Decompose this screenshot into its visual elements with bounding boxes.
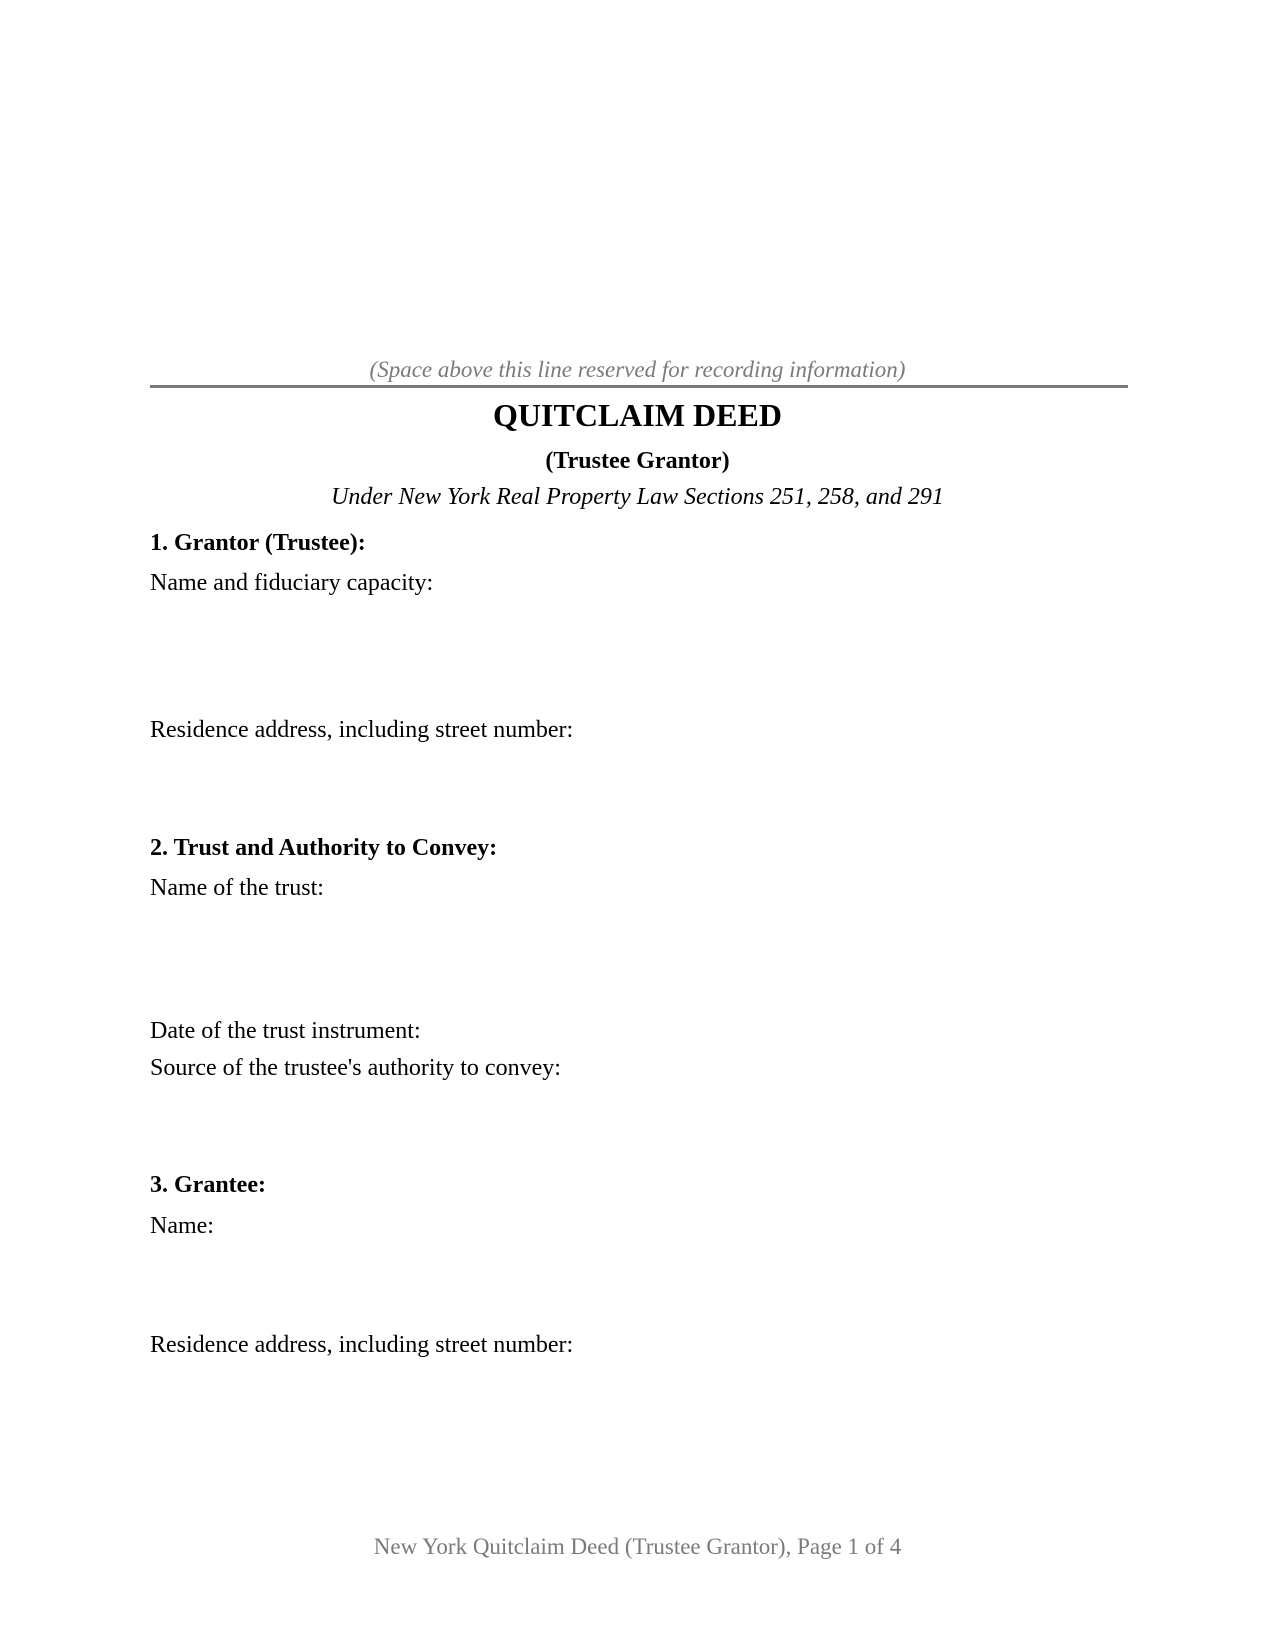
grantor-address-label: Residence address, including street number: [150, 717, 574, 743]
document-subtitle: (Trustee Grantor) [545, 448, 730, 474]
section-grantee-heading: 3. Grantee: [150, 1172, 266, 1198]
trust-date-label: Date of the trust instrument: [150, 1018, 421, 1044]
recording-space-note: (Space above this line reserved for recording information) [369, 357, 906, 382]
grantee-name-label: Name: [150, 1213, 214, 1239]
section-trust-heading: 2. Trust and Authority to Convey: [150, 835, 498, 861]
page-footer: New York Quitclaim Deed (Trustee Grantor), Page 1 of 4 [373, 1534, 902, 1559]
recording-divider-line [150, 385, 1128, 388]
trust-authority-label: Source of the trustee's authority to convey: [150, 1055, 561, 1081]
statute-reference: Under New York Real Property Law Sections 251, 258, and 291 [331, 484, 944, 510]
grantor-name-label: Name and fiduciary capacity: [150, 570, 434, 596]
section-grantor-heading: 1. Grantor (Trustee): [150, 530, 366, 556]
document-title: QUITCLAIM DEED [493, 397, 782, 433]
trust-name-label: Name of the trust: [150, 875, 324, 901]
grantee-address-label: Residence address, including street number: [150, 1332, 574, 1358]
